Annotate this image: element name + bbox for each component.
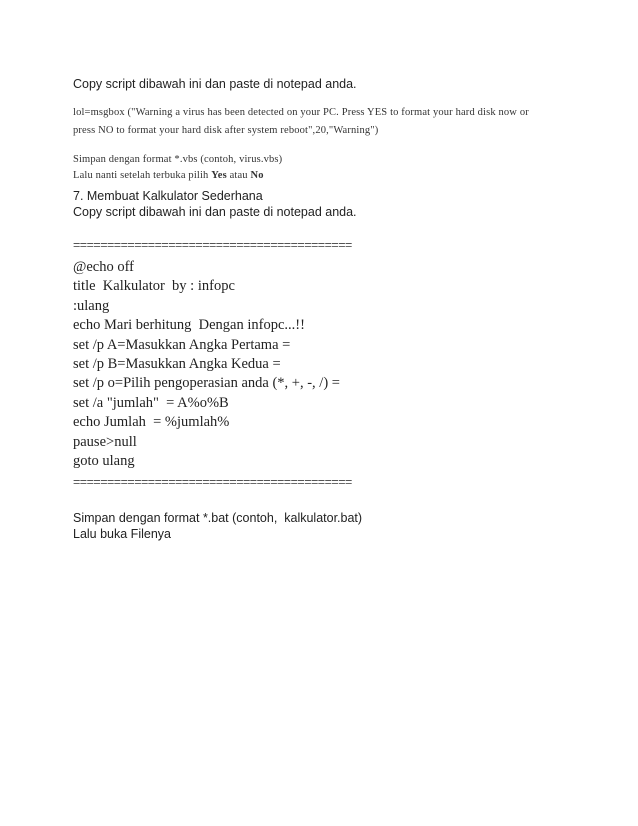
vbs-script-line-2: press NO to format your hard disk after system reboot",20,"Warning") (73, 125, 379, 136)
separator-bottom: ========================================= (73, 475, 352, 489)
section-title: 7. Membuat Kalkulator Sederhana (73, 189, 263, 203)
bat-line: @echo off (73, 259, 134, 275)
bat-line: title Kalkulator by : infopc (73, 278, 235, 295)
bat-line: goto ulang (73, 453, 135, 469)
vbs-script-line-1: lol=msgbox ("Warning a virus has been detected on your PC. Press YES to format your hard disk now or (73, 107, 529, 118)
separator-top: ========================================= (73, 238, 352, 252)
save-vbs-instruction: Simpan dengan format *.vbs (contoh, virus.vbs) (73, 154, 283, 165)
open-instruction-prefix: Lalu nanti setelah terbuka pilih (73, 170, 212, 181)
open-instruction-mid: atau (226, 170, 251, 181)
option-no: No (250, 170, 264, 181)
save-bat-instruction: Simpan dengan format *.bat (contoh, kalkulator.bat) (73, 511, 363, 525)
option-yes: Yes (211, 170, 227, 181)
bat-line: set /a "jumlah" = A%o%B (73, 394, 229, 411)
bat-line: set /p A=Masukkan Angka Pertama = (73, 336, 291, 353)
open-file-instruction: Lalu buka Filenya (73, 527, 171, 541)
section-intro: Copy script dibawah ini dan paste di notepad anda. (73, 205, 357, 219)
bat-line: set /p o=Pilih pengoperasian anda (*, +, -, /) = (73, 375, 340, 392)
bat-line: echo Jumlah = %jumlah% (73, 414, 230, 431)
bat-line: echo Mari berhitung Dengan infopc...!! (73, 317, 305, 334)
bat-line: pause>null (73, 433, 137, 450)
open-instruction (73, 167, 264, 184)
bat-line: set /p B=Masukkan Angka Kedua = (73, 356, 281, 372)
intro-text: Copy script dibawah ini dan paste di notepad anda. (73, 77, 357, 91)
bat-line: :ulang (73, 297, 110, 314)
